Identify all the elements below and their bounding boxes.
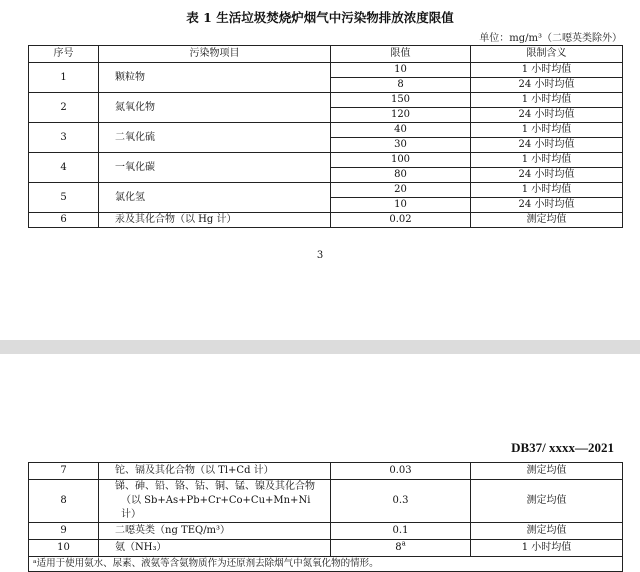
row-no: 8 (29, 480, 99, 523)
row-meaning: 测定均值 (471, 480, 623, 523)
table-row (29, 183, 623, 198)
row-item: 二氧化硫 (99, 123, 331, 153)
row-meaning: 1 小时均值 (471, 123, 623, 138)
unit-note: 单位：mg/m³（二噁英类除外） (479, 33, 622, 44)
row-item: 铊、镉及其化合物（以 Tl+Cd 计） (99, 463, 331, 480)
row-value: 8 (331, 78, 471, 93)
table-row (29, 213, 623, 228)
row-item-line2: （以 Sb+As+Pb+Cr+Co+Cu+Mn+Ni 计） (121, 495, 311, 520)
page-number: 3 (316, 250, 324, 261)
row-no: 1 (29, 63, 99, 93)
row-value: 40 (331, 123, 471, 138)
row-value (331, 540, 471, 557)
row-value: 80 (331, 168, 471, 183)
row-no: 9 (29, 523, 99, 540)
row-value: 20 (331, 183, 471, 198)
row-no: 3 (29, 123, 99, 153)
row-value: 0.03 (331, 463, 471, 480)
table-row (29, 523, 623, 540)
row-item: 氮氧化物 (99, 93, 331, 123)
row-meaning: 24 小时均值 (471, 78, 623, 93)
row-value: 0.3 (331, 480, 471, 523)
document-number: DB37/ xxxx—2021 (511, 440, 614, 455)
page-gap (0, 340, 640, 354)
row-meaning: 1 小时均值 (471, 153, 623, 168)
row-no: 10 (29, 540, 99, 557)
row-no: 6 (29, 213, 99, 228)
row-item: 颗粒物 (99, 63, 331, 93)
row-meaning: 测定均值 (471, 523, 623, 540)
row-item: 汞及其化合物（以 Hg 计） (99, 213, 331, 228)
row-value: 0.1 (331, 523, 471, 540)
header-meaning: 限制含义 (471, 46, 623, 63)
row-meaning: 1 小时均值 (471, 63, 623, 78)
row-meaning: 1 小时均值 (471, 93, 623, 108)
footnote: ᵃ适用于使用氨水、尿素、液氨等含氨物质作为还原剂去除烟气中氮氧化物的情形。 (29, 557, 623, 572)
row-meaning: 24 小时均值 (471, 138, 623, 153)
row-meaning: 24 小时均值 (471, 168, 623, 183)
row-item-line1: 锑、砷、铅、铬、钴、铜、锰、镍及其化合物 (115, 481, 315, 492)
table-row (29, 463, 623, 480)
row-value: 100 (331, 153, 471, 168)
row-item: 二噁英类（ng TEQ/m³） (99, 523, 331, 540)
header-limit: 限值 (331, 46, 471, 63)
page-bottom (0, 354, 640, 570)
emission-limits-table-continued (28, 462, 623, 572)
row-value-number: 8 (395, 542, 402, 553)
row-item (99, 480, 331, 523)
table-header-row (29, 46, 623, 63)
row-value: 150 (331, 93, 471, 108)
header-item: 污染物项目 (99, 46, 331, 63)
row-value: 120 (331, 108, 471, 123)
row-no: 4 (29, 153, 99, 183)
row-meaning: 1 小时均值 (471, 540, 623, 557)
table-row (29, 93, 623, 108)
row-meaning: 测定均值 (471, 213, 623, 228)
table-row (29, 123, 623, 138)
row-meaning: 24 小时均值 (471, 108, 623, 123)
row-item: 一氧化碳 (99, 153, 331, 183)
table-row (29, 153, 623, 168)
row-meaning: 24 小时均值 (471, 198, 623, 213)
emission-limits-table (28, 45, 623, 228)
row-no: 2 (29, 93, 99, 123)
row-meaning: 测定均值 (471, 463, 623, 480)
footnote-marker: a (401, 539, 406, 548)
table-row (29, 540, 623, 557)
row-value: 30 (331, 138, 471, 153)
row-item: 氨（NH₃） (99, 540, 331, 557)
header-no: 序号 (29, 46, 99, 63)
footnote-row (29, 557, 623, 572)
row-meaning: 1 小时均值 (471, 183, 623, 198)
row-item: 氯化氢 (99, 183, 331, 213)
row-no: 5 (29, 183, 99, 213)
row-value: 0.02 (331, 213, 471, 228)
row-value: 10 (331, 63, 471, 78)
table-row (29, 480, 623, 523)
row-no: 7 (29, 463, 99, 480)
row-value: 10 (331, 198, 471, 213)
table-row (29, 63, 623, 78)
table-title: 表 1 生活垃圾焚烧炉烟气中污染物排放浓度限值 (186, 10, 454, 25)
